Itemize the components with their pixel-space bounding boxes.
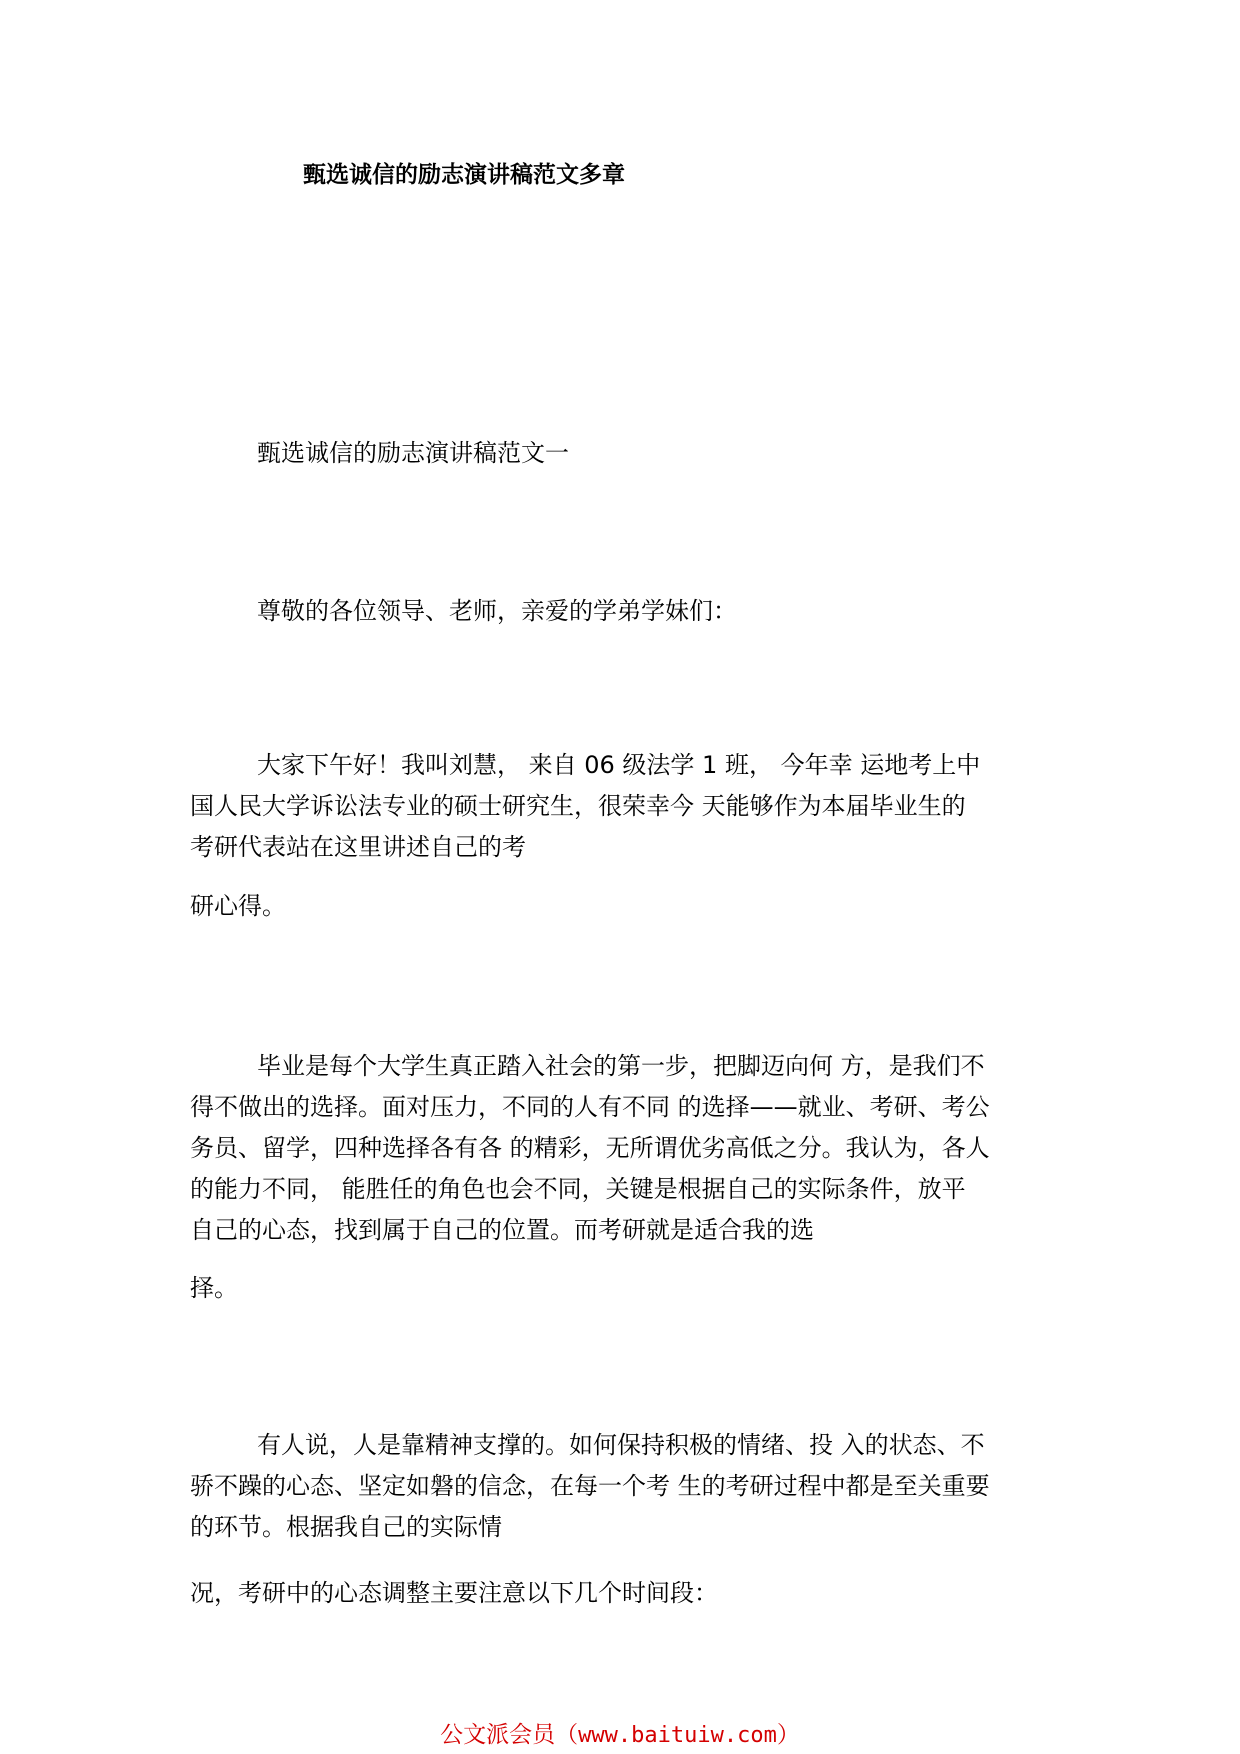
paragraph-line: 自己的心态，找到属于自己的位置。而考研就是适合我的选 <box>190 1216 814 1244</box>
paragraph-line: 大家下午好！我叫刘慧， 来自 06 级法学 1 班， 今年幸 运地考上中 <box>257 751 981 779</box>
salutation: 尊敬的各位领导、老师，亲爱的学弟学妹们： <box>257 597 737 625</box>
footer-brand: 公文派会员（ <box>440 1722 579 1748</box>
paragraph-2-tail: 择。 <box>190 1274 238 1302</box>
footer-close: ） <box>776 1722 800 1748</box>
paragraph-3 <box>190 1425 1070 1548</box>
paragraph-1 <box>190 745 1070 868</box>
paragraph-line: 考研代表站在这里讲述自己的考 <box>190 833 526 861</box>
paragraph-3-tail: 况，考研中的心态调整主要注意以下几个时间段： <box>190 1579 718 1607</box>
document-title: 甄选诚信的励志演讲稿范文多章 <box>303 162 625 188</box>
paragraph-line: 毕业是每个大学生真正踏入社会的第一步，把脚迈向何 方，是我们不 <box>257 1052 985 1080</box>
paragraph-2 <box>190 1046 1070 1251</box>
paragraph-line: 的能力不同， 能胜任的角色也会不同，关键是根据自己的实际条件，放平 <box>190 1175 966 1203</box>
paragraph-line: 务员、留学，四种选择各有各 的精彩，无所谓优劣高低之分。我认为，各人 <box>190 1134 990 1162</box>
paragraph-line: 的环节。根据我自己的实际情 <box>190 1513 502 1541</box>
paragraph-line: 得不做出的选择。面对压力，不同的人有不同 的选择——就业、考研、考公 <box>190 1093 990 1121</box>
footer-watermark <box>0 1716 1240 1749</box>
paragraph-line: 有人说，人是靠精神支撑的。如何保持积极的情绪、投 入的状态、不 <box>257 1431 985 1459</box>
paragraph-line: 骄不躁的心态、坚定如磐的信念，在每一个考 生的考研过程中都是至关重要 <box>190 1472 990 1500</box>
document-subtitle: 甄选诚信的励志演讲稿范文一 <box>257 439 569 467</box>
paragraph-1-tail: 研心得。 <box>190 892 286 920</box>
paragraph-line: 国人民大学诉讼法专业的硕士研究生，很荣幸今 天能够作为本届毕业生的 <box>190 792 966 820</box>
footer-url-link[interactable]: www.baituiw.com <box>578 1723 777 1748</box>
